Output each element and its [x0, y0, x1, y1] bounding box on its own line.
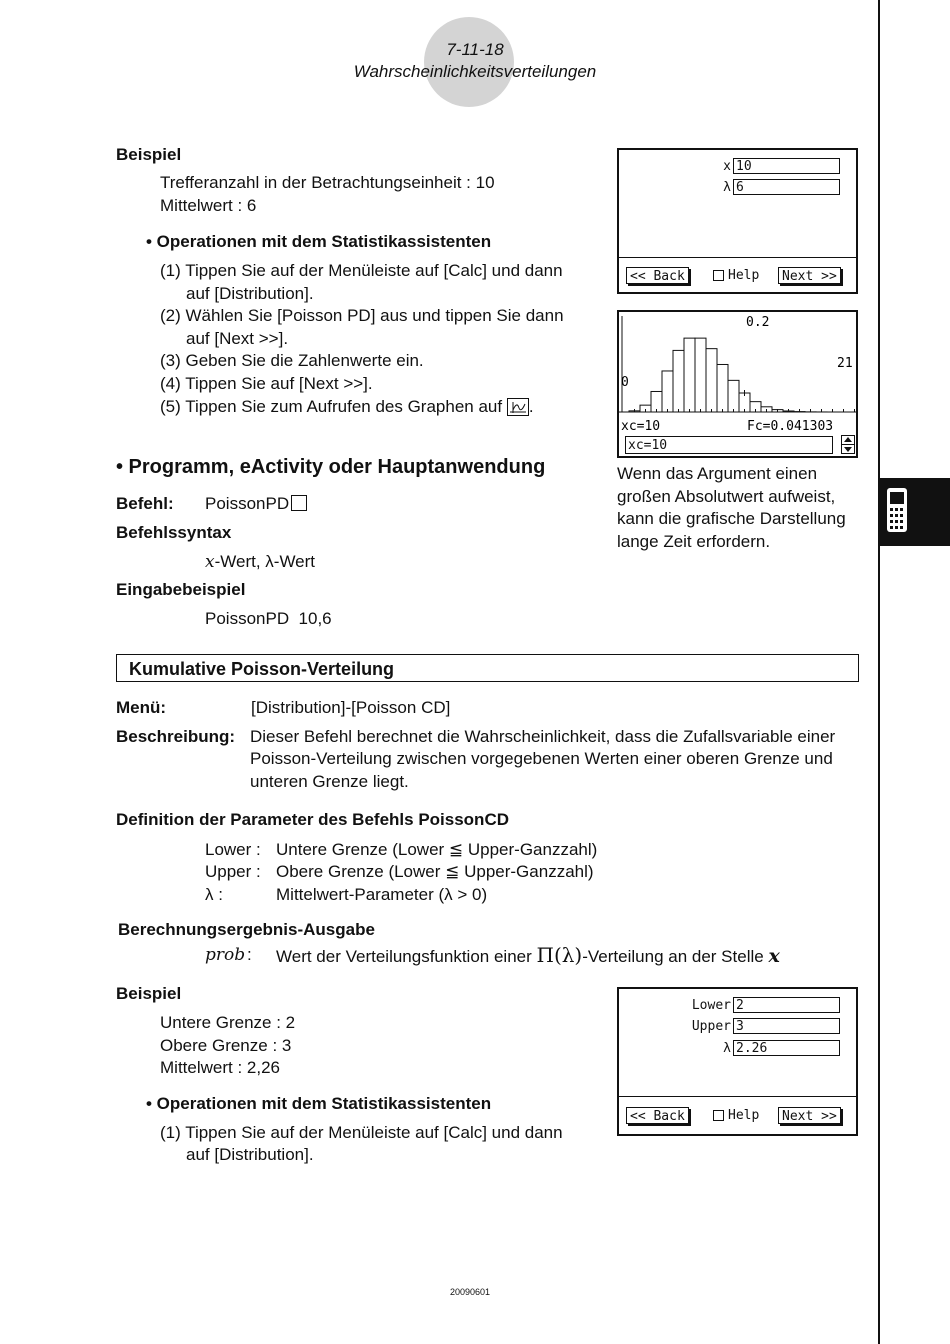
- menu-label: Menü:: [116, 698, 167, 717]
- befehl-value: PoissonPD: [205, 494, 290, 513]
- description-line: Poisson-Verteilung zwischen vorgegebenen Werten einer oberen Grenze und: [250, 749, 833, 768]
- placeholder-box-icon: [291, 495, 307, 511]
- upper-label: Upper: [691, 1019, 731, 1034]
- section-box: [116, 654, 859, 682]
- example1-step: (2) Wählen Sie [Poisson PD] aus und tippen Sie dann: [160, 306, 564, 325]
- example2-line: Obere Grenze : 3: [160, 1036, 292, 1055]
- help-checkbox[interactable]: [713, 1108, 759, 1123]
- menu-value: [Distribution]-[Poisson CD]: [251, 698, 451, 717]
- divider: [619, 257, 856, 258]
- description-line: unteren Grenze liegt.: [250, 772, 409, 791]
- output-name: [205, 944, 245, 966]
- checkbox-icon: [713, 270, 724, 281]
- example1-step: (4) Tippen Sie auf [Next >>].: [160, 374, 373, 393]
- graph-note: lange Zeit erfordern.: [617, 532, 771, 551]
- histogram-bar: [684, 338, 695, 412]
- histogram-bar: [673, 350, 684, 412]
- output-text1: Wert der Verteilungsfunktion einer: [276, 947, 532, 966]
- param-name: Lower :: [205, 840, 261, 859]
- histogram-bar: [717, 364, 728, 412]
- chapter-title: Wahrscheinlichkeitsverteilungen: [353, 62, 597, 81]
- chapter-tab: [880, 478, 950, 546]
- histogram-bar: [728, 380, 739, 412]
- x-input[interactable]: 10: [733, 158, 840, 174]
- description-line: Dieser Befehl berechnet die Wahrscheinlichkeit, dass die Zufallsvariable einer: [250, 727, 836, 746]
- befehl-label: Befehl:: [116, 494, 174, 513]
- help-label: Help: [728, 268, 760, 283]
- lower-label: Lower: [691, 998, 731, 1013]
- syntax-value: [205, 551, 315, 573]
- description-label: Beschreibung:: [116, 727, 236, 746]
- checkbox-icon: [713, 1110, 724, 1121]
- histogram-bar: [662, 371, 673, 412]
- output-prob: prob: [205, 945, 246, 965]
- example2-line: Untere Grenze : 2: [160, 1013, 296, 1032]
- page-number: 7-11-18: [446, 40, 504, 59]
- befehl-value-wrap: [205, 493, 307, 515]
- back-button[interactable]: << Back: [626, 1107, 689, 1124]
- wizard-screen-1: [617, 148, 858, 294]
- up-down-arrow-icon: [842, 436, 854, 453]
- histogram-bar: [651, 391, 662, 412]
- example2-step: auf [Distribution].: [186, 1145, 314, 1164]
- poisson-histogram: [619, 312, 856, 456]
- upper-input[interactable]: 3: [733, 1018, 840, 1034]
- graph-note: kann die grafische Darstellung: [617, 509, 846, 528]
- example1-step-graph: [160, 396, 534, 418]
- param-desc: Untere Grenze (Lower ≦ Upper-Ganzzahl): [276, 840, 598, 859]
- example1-step-end: .: [528, 397, 534, 416]
- status-fc: Fc=0.041303: [747, 419, 834, 434]
- scroll-arrows[interactable]: [841, 435, 855, 454]
- divider: [619, 1096, 856, 1097]
- right-margin-rule: [878, 0, 880, 1344]
- example1-line: Trefferanzahl in der Betrachtungseinheit : 10: [160, 173, 495, 192]
- example1-step: (5) Tippen Sie zum Aufrufen des Graphen auf: [160, 397, 503, 416]
- next-button[interactable]: Next >>: [778, 1107, 841, 1124]
- lambda-input[interactable]: 6: [733, 179, 840, 195]
- program-heading: • Programm, eActivity oder Hauptanwendung: [116, 456, 546, 478]
- output-x: x: [768, 945, 780, 967]
- graph-screen: [617, 310, 858, 458]
- xmax-label: 21: [837, 356, 853, 371]
- params-heading: Definition der Parameter des Befehls PoissonCD: [116, 810, 509, 829]
- param-name: Upper :: [205, 862, 261, 881]
- wizard-screen-2: [617, 987, 858, 1136]
- output-pi: Π(λ): [536, 943, 583, 967]
- input-example-value: PoissonPD 10,6: [205, 609, 332, 628]
- example1-step: (1) Tippen Sie auf der Menüleiste auf [Calc] und dann: [160, 261, 563, 280]
- xmin-label: 0: [621, 375, 629, 390]
- graph-note: Wenn das Argument einen: [617, 464, 818, 483]
- output-text: [276, 944, 780, 968]
- graph-icon: [507, 398, 529, 416]
- example1-ops-heading: • Operationen mit dem Statistikassistenten: [146, 232, 492, 251]
- input-example-label: Eingabebeispiel: [116, 580, 246, 599]
- output-heading: Berechnungsergebnis-Ausgabe: [118, 920, 375, 939]
- trace-input[interactable]: xc=10: [625, 436, 833, 454]
- histogram-bar: [706, 349, 717, 412]
- example1-step: auf [Distribution].: [186, 284, 314, 303]
- example2-step: (1) Tippen Sie auf der Menüleiste auf [Calc] und dann: [160, 1123, 563, 1142]
- back-button[interactable]: << Back: [626, 267, 689, 284]
- output-text2: -Verteilung an der Stelle: [582, 947, 764, 966]
- example1-step: auf [Next >>].: [186, 329, 289, 348]
- output-sep: :: [247, 945, 252, 964]
- lower-input[interactable]: 2: [733, 997, 840, 1013]
- syntax-label: Befehlssyntax: [116, 523, 232, 542]
- help-checkbox[interactable]: [713, 268, 759, 283]
- example1-line: Mittelwert : 6: [160, 196, 257, 215]
- histogram-bar: [695, 338, 706, 412]
- param-name: λ :: [205, 885, 223, 904]
- example1-step: (3) Geben Sie die Zahlenwerte ein.: [160, 351, 424, 370]
- lambda-label: λ: [723, 1041, 731, 1056]
- x-label: x: [723, 159, 731, 174]
- lambda-input[interactable]: 2.26: [733, 1040, 840, 1056]
- syntax-rest: -Wert, λ-Wert: [214, 552, 316, 571]
- next-button[interactable]: Next >>: [778, 267, 841, 284]
- footer-code: 20090601: [449, 1287, 491, 1297]
- ymax-label: 0.2: [746, 315, 770, 330]
- graph-note: großen Absolutwert aufweist,: [617, 487, 836, 506]
- example2-heading: Beispiel: [116, 984, 182, 1003]
- status-xc: xc=10: [621, 419, 661, 434]
- example2-line: Mittelwert : 2,26: [160, 1058, 280, 1077]
- syntax-x: x: [205, 552, 215, 572]
- help-label: Help: [728, 1108, 760, 1123]
- example2-ops-heading: • Operationen mit dem Statistikassistenten: [146, 1094, 492, 1113]
- example1-heading: Beispiel: [116, 145, 182, 164]
- section-title: Kumulative Poisson-Verteilung: [129, 659, 395, 679]
- param-desc: Mittelwert-Parameter (λ > 0): [276, 885, 488, 904]
- lambda-label: λ: [723, 180, 731, 195]
- param-desc: Obere Grenze (Lower ≦ Upper-Ganzzahl): [276, 862, 594, 881]
- calculator-icon: [880, 478, 950, 546]
